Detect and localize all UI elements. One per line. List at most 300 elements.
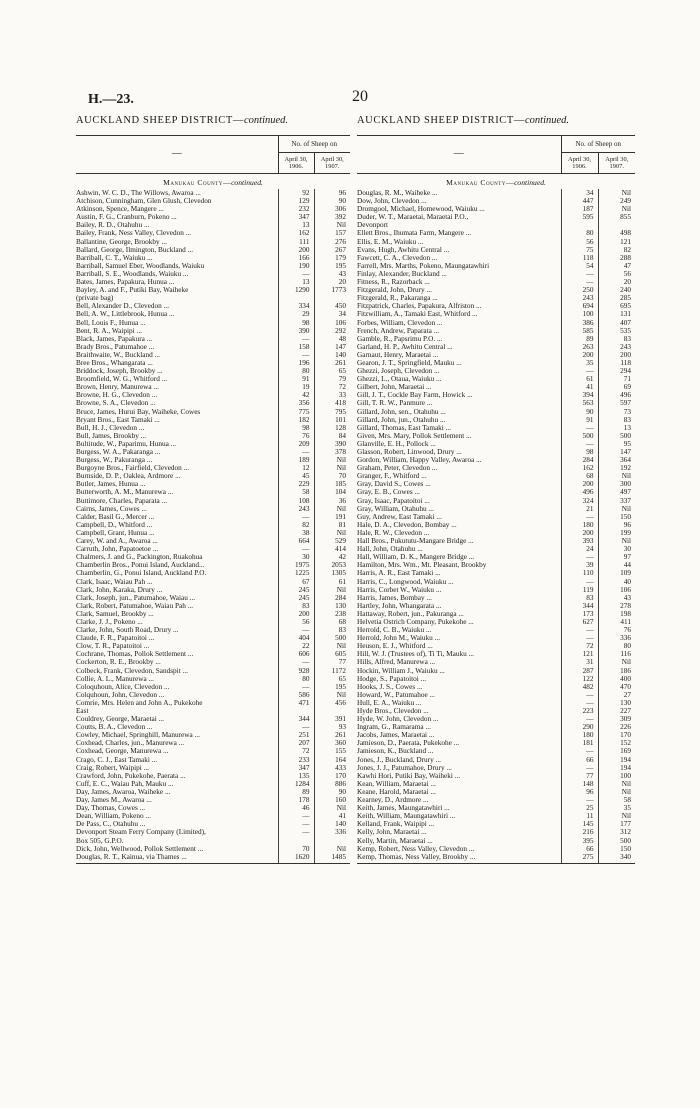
sheep-1906: 245 [278, 586, 314, 594]
sheep-1906: 200 [278, 246, 314, 254]
sheep-1906: 394 [561, 391, 598, 399]
table-row [357, 221, 635, 229]
owner-name: Heuson, E. J., Whitford ... [357, 642, 433, 651]
sheep-1906: 664 [278, 537, 314, 545]
sheep-1906: 180 [561, 521, 598, 529]
sheep-1907: 695 [598, 302, 635, 310]
sheep-1907: Nil [314, 691, 350, 699]
table-row [76, 327, 350, 335]
column-title [76, 113, 350, 129]
table-row [76, 335, 350, 343]
sheep-1906: 243 [561, 294, 598, 302]
table-row [76, 213, 350, 221]
owner-name: Kemp, Thomas, Ness Valley, Brookby ... [357, 852, 476, 861]
owner-name: Ellett Bros., Ihumata Farm, Mangere ... [357, 229, 472, 238]
owner-name: Coloquhoun, Alice, Clevedon ... [76, 682, 170, 691]
table-row [357, 497, 635, 505]
sheep-1907: 288 [598, 254, 635, 262]
sheep-1906: 148 [561, 780, 598, 788]
table-row [76, 756, 350, 764]
sheep-1907: 58 [598, 796, 635, 804]
sheep-1906: — [278, 513, 314, 521]
sheep-1907: 309 [598, 715, 635, 723]
sheep-1907: 500 [314, 634, 350, 642]
owner-name: Clarke, John, South Road, Drury ... [76, 626, 179, 635]
owner-name: Chalmers, J. and G., Packington, Ruakohua [76, 553, 203, 562]
table-row [76, 772, 350, 780]
sheep-1907: 340 [598, 853, 635, 861]
owner-name: Bree Bros., Whangarata ... [76, 358, 153, 367]
sheep-1907: 76 [598, 626, 635, 634]
sheep-1907: 65 [314, 367, 350, 375]
owner-name: Couldrey, George, Maraetai ... [76, 715, 164, 724]
owner-name: Ingram, G., Ramarama ... [357, 723, 431, 732]
sheep-1907: 69 [598, 383, 635, 391]
sheep-1907: 500 [598, 837, 635, 845]
sheep-1907: Nil [314, 464, 350, 472]
table-row [357, 416, 635, 424]
sheep-1907: 35 [598, 804, 635, 812]
owner-name: Calder, Basil G., Mercer ... [76, 512, 155, 521]
sheep-1906: 1975 [278, 561, 314, 569]
table-row [76, 399, 350, 407]
owner-name: Dean, William, Pokeno ... [76, 812, 151, 821]
sheep-1906: — [561, 440, 598, 448]
sheep-1906: 118 [561, 254, 598, 262]
owner-name: Comrie, Mrs. Helen and John A., Pukekohe [76, 698, 203, 707]
sheep-1907: 33 [314, 391, 350, 399]
owner-name: Day, James M., Awaroa ... [76, 796, 152, 805]
sheep-1907: 90 [314, 788, 350, 796]
owner-name: Evans, Hugh, Awhitu Central ... [357, 245, 450, 254]
owner-name: Harris, Corbet W., Waiuku ... [357, 585, 442, 594]
sheep-1907: Nil [314, 529, 350, 537]
table-row [357, 586, 635, 594]
sheep-1907: 312 [598, 828, 635, 836]
sheep-1906: 72 [561, 642, 598, 650]
owner-name: Crago, C. J., East Tamaki ... [76, 755, 158, 764]
owner-name: Box 505, G.P.O. [76, 836, 124, 845]
table-row [357, 367, 635, 375]
owner-name: Bailey, R. D., Otahuhu ... [76, 221, 150, 230]
table-row [76, 472, 350, 480]
table-row [357, 561, 635, 569]
sheep-1906: 56 [278, 618, 314, 626]
sheep-1907: 73 [598, 408, 635, 416]
sheep-1906: 75 [561, 246, 598, 254]
owner-name: Howard, W., Patumahoe ... [357, 690, 435, 699]
sheep-1906: 35 [561, 359, 598, 367]
owner-name: Browne, H. G., Clevedon ... [76, 391, 158, 400]
sheep-1907: 450 [314, 302, 350, 310]
table-row [76, 302, 350, 310]
sheep-1907 [314, 837, 350, 845]
sheep-1906: 46 [278, 804, 314, 812]
table-row [76, 853, 350, 861]
sheep-1907: 100 [598, 772, 635, 780]
owner-name: Brown, Henry, Manurewa ... [76, 383, 159, 392]
owner-name: Bates, James, Papakura, Hunua ... [76, 278, 175, 287]
table-row [357, 756, 635, 764]
sheep-1906: 245 [278, 594, 314, 602]
table-row [357, 853, 635, 861]
owner-name: Glasson, Robert, Linwood, Drury ... [357, 448, 462, 456]
owner-name: Hall Bros., Pukututu-Mangare Bridge ... [357, 537, 474, 546]
sheep-1907: 20 [598, 278, 635, 286]
table-row [357, 675, 635, 683]
table-row [76, 440, 350, 448]
sheep-1907: 1172 [314, 667, 350, 675]
sheep-1907: 150 [598, 845, 635, 853]
owner-name: Gill, J. T., Cockle Bay Farm, Howick ... [357, 391, 473, 400]
sheep-1907: 284 [314, 594, 350, 602]
sheep-1906: 229 [278, 480, 314, 488]
sheep-1907: 199 [598, 529, 635, 537]
owner-name: Dromgool, Michael, Homewood, Waiuku ... [357, 205, 485, 214]
owner-name: Clark, Joseph, jun., Patumahoe, Waiau ... [76, 593, 196, 602]
sheep-1907: 400 [598, 675, 635, 683]
sheep-1907: 276 [314, 238, 350, 246]
sheep-1906: 96 [561, 788, 598, 796]
sheep-1906: 627 [561, 618, 598, 626]
sheep-1907: 456 [314, 699, 350, 707]
sheep-1906 [278, 294, 314, 302]
sheep-1906: 1290 [278, 286, 314, 294]
table-row [357, 642, 635, 650]
sheep-1907: 294 [598, 367, 635, 375]
table-row [76, 424, 350, 432]
owner-name: Herrold, C. B., Waiuku ... [357, 626, 432, 635]
sheep-1907: 795 [314, 408, 350, 416]
sheep-1907: 150 [598, 513, 635, 521]
owner-name: Cockerton, R. E., Brookby ... [76, 658, 161, 667]
owner-name: Hills, Alfred, Manurewa ... [357, 658, 436, 667]
sheep-1907: 121 [598, 238, 635, 246]
table-row [357, 189, 635, 197]
table-row [357, 658, 635, 666]
sheep-1906: 287 [561, 667, 598, 675]
sheep-1906: 471 [278, 699, 314, 707]
table-row [76, 642, 350, 650]
owner-name: Guy, Andrew, East Tamaki ... [357, 512, 442, 521]
sheep-1907: 497 [598, 488, 635, 496]
sheep-1907: 72 [314, 383, 350, 391]
table-row [76, 796, 350, 804]
table-row [357, 812, 635, 820]
table-row [357, 335, 635, 343]
sheep-1907: 855 [598, 213, 635, 221]
sheep-1906: 34 [561, 189, 598, 197]
sheep-1907: 140 [314, 351, 350, 359]
owner-name: Jamieson, K., Buckland ... [357, 747, 434, 756]
table-row [76, 270, 350, 278]
owner-name: Ashwin, W. C. D., The Willows, Awaroa ... [76, 189, 201, 197]
owner-name: Jones, J. J., Patumahoe, Drury ... [357, 763, 452, 772]
owner-name: Hockin, William J., Waiuku ... [357, 666, 445, 675]
sheep-1906: 250 [561, 286, 598, 294]
table-row [76, 294, 350, 302]
owner-name: Atchison, Cunningham, Glen Glush, Clevedon [76, 197, 212, 206]
sheep-1906: 232 [278, 205, 314, 213]
owner-name: Bruce, James, Hurui Bay, Waiheke, Cowes [76, 407, 201, 416]
sheep-1907: 2053 [314, 561, 350, 569]
sheep-1907: 200 [598, 351, 635, 359]
table-row [357, 319, 635, 327]
owner-name: Harris, A. R., East Tamaki ... [357, 569, 441, 578]
sheep-1907: 97 [598, 553, 635, 561]
owner-name: Hartley, John, Whangarata ... [357, 601, 442, 610]
sheep-1907: 418 [314, 399, 350, 407]
sheep-1907: 261 [314, 359, 350, 367]
sheep-1907: 529 [314, 537, 350, 545]
table-row [357, 270, 635, 278]
sheep-1907: Nil [314, 221, 350, 229]
table-row [357, 610, 635, 618]
table-row [76, 513, 350, 521]
owner-name: Buttimore, Charles, Paparata ... [76, 496, 168, 505]
sheep-1907: Nil [314, 456, 350, 464]
sheep-1906: 89 [278, 788, 314, 796]
sheep-1906: 275 [561, 853, 598, 861]
sheep-1906: 21 [561, 505, 598, 513]
table-row [357, 238, 635, 246]
owner-name: Glanville, E. H., Pollock ... [357, 439, 436, 448]
sheep-1907: 378 [314, 448, 350, 456]
owner-name: Forbes, William, Clevedon ... [357, 318, 443, 327]
owner-name: Barriball, Samuel Eber, Woodlands, Waiuku [76, 261, 205, 270]
sheep-1906 [278, 837, 314, 845]
sheep-1907: 227 [598, 707, 635, 715]
sheep-1907: 48 [314, 335, 350, 343]
table-row [76, 367, 350, 375]
sheep-1907: 93 [314, 723, 350, 731]
sheep-1906: 586 [278, 691, 314, 699]
owner-name: Colbeck, Frank, Clevedon, Sandspit ... [76, 666, 188, 675]
owner-name: Chamberlin Bros., Ponui Island, Auckland... [76, 561, 205, 570]
sheep-1906: 178 [278, 796, 314, 804]
owner-name: Devonport [357, 221, 389, 230]
table-row [357, 845, 635, 853]
owner-name: Bultitude, W., Paparimu, Hunua ... [76, 439, 177, 448]
sheep-1907: 238 [314, 610, 350, 618]
sheep-1906: — [278, 351, 314, 359]
sheep-1907 [314, 294, 350, 302]
sheep-1906: 181 [561, 739, 598, 747]
owner-name: De Pass, C., Otahuhu ... [76, 820, 146, 829]
table-row [76, 238, 350, 246]
table-row [357, 213, 635, 221]
owner-name: Gray, William, Otahuhu ... [357, 504, 434, 513]
sheep-1906: 83 [561, 594, 598, 602]
sheep-1907: Nil [598, 788, 635, 796]
table-row [357, 837, 635, 845]
sheep-1907: 498 [598, 229, 635, 237]
owner-name: Gray, David S., Cowes ... [357, 480, 431, 489]
sheep-1907: 106 [314, 319, 350, 327]
county-heading: Manukau County—continued. [163, 178, 263, 187]
sheep-1906: 162 [278, 229, 314, 237]
sheep-1906: 13 [278, 221, 314, 229]
sheep-1906: 200 [561, 529, 598, 537]
sheep-1906 [561, 221, 598, 229]
sheep-1906: 775 [278, 408, 314, 416]
sheep-1906: — [561, 424, 598, 432]
table-row [76, 610, 350, 618]
sheep-1907: 131 [598, 310, 635, 318]
sheep-1906: 928 [278, 667, 314, 675]
owner-name: Kelly, John, Maraetai ... [357, 828, 427, 837]
owner-name: Kemp, Robert, Ness Valley, Clevedon ... [357, 844, 475, 853]
sheep-1906: 98 [278, 319, 314, 327]
sheep-1906: 187 [561, 205, 598, 213]
sheep-1906: 42 [278, 391, 314, 399]
sheep-1906: — [278, 812, 314, 820]
owner-name: Bayley, A. and F., Putiki Bay, Waiheke [76, 286, 189, 295]
owner-name: Hull, E. A., Waiuku ... [357, 698, 422, 707]
sheep-1907: 79 [314, 375, 350, 383]
sheep-1906: 694 [561, 302, 598, 310]
sheep-1907: 116 [598, 650, 635, 658]
owner-name: Finlay, Alexander, Buckland ... [357, 269, 447, 278]
sheep-1906: — [561, 513, 598, 521]
sheep-1907: 407 [598, 319, 635, 327]
sheep-1907: 101 [314, 416, 350, 424]
sheep-1906: 145 [561, 820, 598, 828]
owner-name: Day, James, Awaroa, Waiheke ... [76, 787, 171, 796]
sheep-1907: Nil [314, 505, 350, 513]
table-row [357, 699, 635, 707]
sheep-1906: 98 [278, 424, 314, 432]
table-row [357, 618, 635, 626]
sheep-1907: Nil [314, 845, 350, 853]
sheep-1907: 56 [598, 270, 635, 278]
owner-name: Given, Mrs. Mary, Pollok Settlement ... [357, 431, 472, 440]
sheep-1907: 83 [314, 626, 350, 634]
sheep-1907: Nil [598, 205, 635, 213]
owner-name: Gill, T. R. W., Panmure ... [357, 399, 433, 408]
table-row [76, 545, 350, 553]
sheep-1906: 98 [561, 448, 598, 456]
sheep-1907: 147 [314, 343, 350, 351]
sheep-1907: 96 [598, 521, 635, 529]
sheep-1907: Nil [314, 586, 350, 594]
sheep-1907: Nil [598, 780, 635, 788]
sheep-1907: 226 [598, 723, 635, 731]
owner-name: Cuff, E. C., Waiau Pah, Mauku ... [76, 779, 174, 788]
table-row [357, 254, 635, 262]
table-row [357, 351, 635, 359]
owner-name: Jacobs, James, Maraetai ... [357, 731, 435, 740]
sheep-1906: 347 [278, 764, 314, 772]
sheep-1906: 108 [278, 497, 314, 505]
sheep-1906: 243 [278, 505, 314, 513]
owner-name: Cowley, Michael, Springhill, Manurewa ... [76, 731, 200, 740]
sheep-1906: 190 [278, 262, 314, 270]
owner-name: Burnside, D. P., Oaklea, Ardmore ... [76, 472, 181, 481]
owner-name: Graham, Peter, Clevedon ... [357, 464, 438, 473]
sheep-1906: 395 [561, 837, 598, 845]
sheep-1907: 198 [598, 610, 635, 618]
sheep-1907: 30 [598, 545, 635, 553]
sheep-1906: 166 [278, 254, 314, 262]
table-row [357, 278, 635, 286]
table-row [76, 262, 350, 270]
table-row [76, 731, 350, 739]
sheep-1906: 200 [278, 610, 314, 618]
sheep-1906: 1620 [278, 853, 314, 861]
sheep-1907: 44 [598, 561, 635, 569]
table-row [357, 707, 635, 715]
owner-name: Herrold, John M., Waiuku ... [357, 634, 441, 643]
table-row [357, 302, 635, 310]
table-row [76, 351, 350, 359]
table-row [357, 731, 635, 739]
owner-name: Colquhoun, John, Clevedon ... [76, 690, 165, 699]
sheep-1906: — [278, 626, 314, 634]
sheep-1907: 77 [314, 658, 350, 666]
report-code: H.—23. [88, 92, 134, 107]
owner-name: Garland, H. P., Awhitu Central ... [357, 342, 453, 351]
owner-name: Hamilton, Mrs. Wm., Mt. Pleasant, Brookby [357, 561, 487, 570]
owner-name: Hyde, W. John, Clevedon ... [357, 715, 439, 724]
table-row [76, 658, 350, 666]
table-row [76, 456, 350, 464]
sheep-1907: 414 [314, 545, 350, 553]
sheep-1907: Nil [598, 658, 635, 666]
owner-name: Kawhi Hori, Putiki Bay, Waiheki ... [357, 771, 461, 780]
owner-name: Kelly, Martin, Maraetai ... [357, 836, 433, 845]
owner-name: Keith, William, Maungatawhiri ... [357, 812, 456, 821]
sheep-1906: 393 [561, 537, 598, 545]
sheep-1907: 433 [314, 764, 350, 772]
owner-name: Bent, R. A., Waipipi ... [76, 326, 142, 335]
sheep-1907: 261 [314, 731, 350, 739]
table-row [357, 683, 635, 691]
owner-name: Farrell, Mrs. Marths, Pokeno, Maungatawhiri [357, 261, 490, 270]
sheep-1906: 22 [278, 642, 314, 650]
sheep-1907: 1773 [314, 286, 350, 294]
table-row [76, 497, 350, 505]
table-row [357, 464, 635, 472]
table-row [357, 739, 635, 747]
sheep-1907: 496 [598, 391, 635, 399]
sheep-1907: 470 [598, 683, 635, 691]
owner-name: (private bag) [76, 294, 114, 303]
sheep-1906: 251 [278, 731, 314, 739]
owner-name: Harris, James, Bombay ... [357, 593, 432, 602]
table-row [76, 521, 350, 529]
sheep-1907: 68 [314, 618, 350, 626]
sheep-1906: 58 [278, 488, 314, 496]
sheep-1906: 324 [561, 497, 598, 505]
owner-name: Burgess, W., Pakuranga ... [76, 456, 153, 465]
sheep-1906: 68 [561, 472, 598, 480]
sheep-1906: 500 [561, 432, 598, 440]
owner-name: Clark, Samuel, Brookby ... [76, 609, 154, 618]
sheep-1907: 90 [314, 197, 350, 205]
table-row [357, 383, 635, 391]
owner-name: Bull, H. J., Clevedon ... [76, 423, 145, 432]
table-row [76, 683, 350, 691]
sheep-1906: 356 [278, 399, 314, 407]
sheep-1907: 306 [314, 205, 350, 213]
sheep-1906: 54 [561, 262, 598, 270]
owner-name: Burgoyne Bros., Fairfield, Clevedon ... [76, 464, 190, 473]
sheep-1907: Nil [598, 812, 635, 820]
sheep-1906: — [278, 683, 314, 691]
sheep-1906: 200 [561, 351, 598, 359]
table-row [357, 602, 635, 610]
